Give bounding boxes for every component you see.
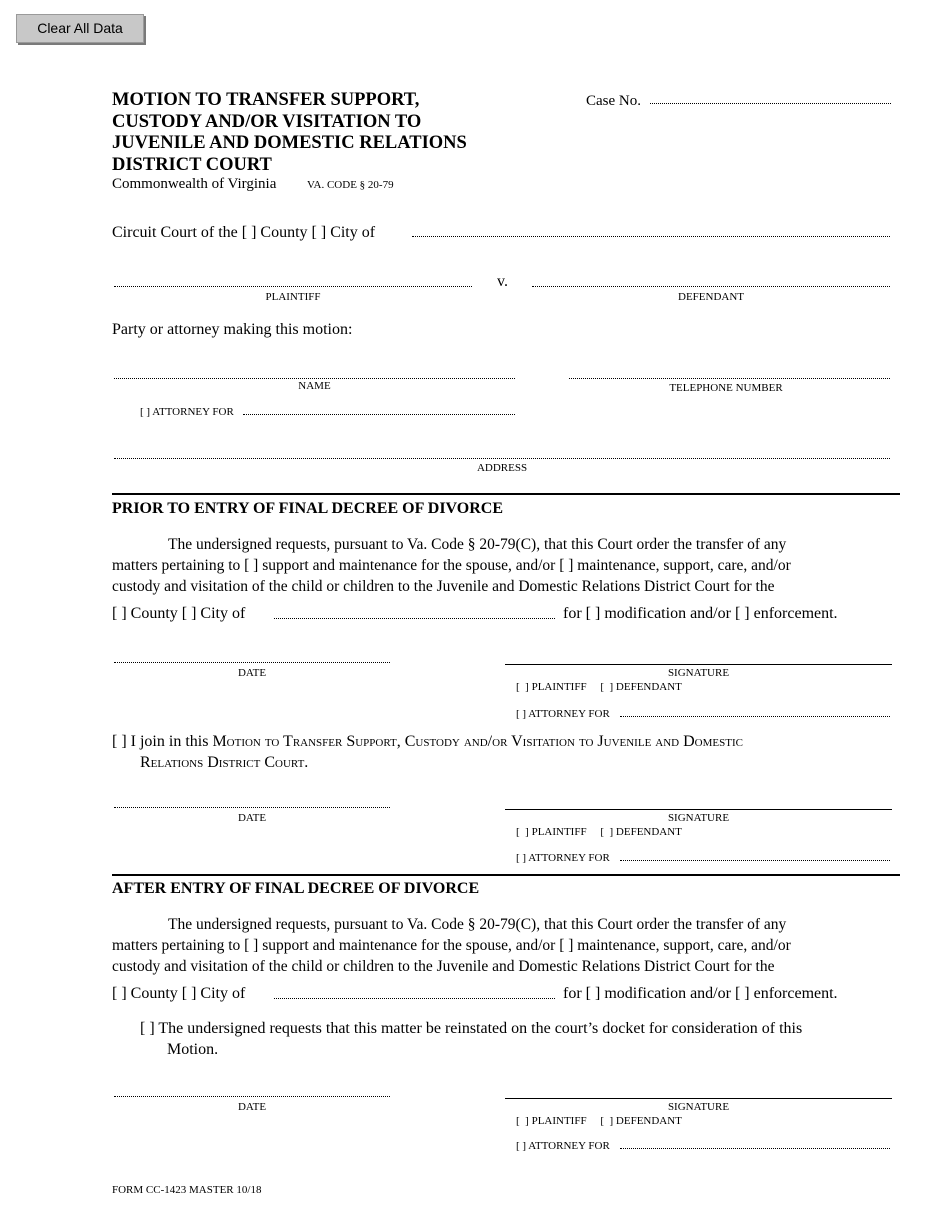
- join-paragraph: [112, 731, 902, 773]
- form-title-line: CUSTODY AND/OR VISITATION TO: [112, 111, 422, 132]
- movant-heading: Party or attorney making this motion:: [112, 321, 353, 338]
- prior-date-field[interactable]: [114, 662, 390, 663]
- date-label: DATE: [237, 667, 267, 679]
- defendant-label: DEFENDANT: [678, 291, 744, 303]
- plaintiff-field[interactable]: [114, 286, 472, 287]
- date-label: DATE: [237, 812, 267, 824]
- plaintiff-label: PLAINTIFF: [265, 291, 321, 303]
- versus-label: v.: [497, 273, 508, 290]
- signature-label: SIGNATURE: [667, 812, 730, 824]
- after-heading: AFTER ENTRY OF FINAL DECREE OF DIVORCE: [112, 880, 480, 897]
- telephone-field[interactable]: [569, 378, 890, 379]
- city-county-field[interactable]: [412, 236, 890, 237]
- paragraph-line: matters pertaining to [ ] support and maintenance for the spouse, and/or [ ] maintenance, support, care, and/or: [112, 557, 791, 574]
- telephone-label: TELEPHONE NUMBER: [669, 382, 783, 394]
- signature-label: SIGNATURE: [667, 667, 730, 679]
- case-no-label: Case No.: [586, 93, 641, 109]
- join-attorney-for-field[interactable]: [620, 860, 890, 861]
- date-label: DATE: [237, 1101, 267, 1113]
- address-field[interactable]: [114, 458, 890, 459]
- attorney-for-checkbox[interactable]: [ ] ATTORNEY FOR: [516, 708, 610, 720]
- plaintiff-defendant-checkboxes[interactable]: [ ] PLAINTIFF [ ] DEFENDANT: [516, 1115, 682, 1127]
- reinstate-line: Motion.: [167, 1041, 219, 1058]
- section-divider: [112, 493, 900, 495]
- name-field[interactable]: [114, 378, 515, 379]
- prior-county-line: [ ] County [ ] City of: [112, 605, 246, 622]
- after-for-line: for [ ] modification and/or [ ] enforcement.: [563, 985, 838, 1002]
- attorney-for-field[interactable]: [243, 414, 515, 415]
- name-label: NAME: [298, 380, 331, 392]
- defendant-field[interactable]: [532, 286, 890, 287]
- after-attorney-for-field[interactable]: [620, 1148, 890, 1149]
- prior-paragraph: [112, 534, 902, 597]
- address-label: ADDRESS: [476, 462, 528, 474]
- paragraph-line: The undersigned requests, pursuant to Va. Code § 20-79(C), that this Court order the transfer of any: [168, 536, 787, 553]
- join-motion-title-cont: Relations District Court.: [140, 754, 309, 771]
- join-checkbox-text[interactable]: [ ] I join in this: [112, 733, 213, 750]
- join-signature-field[interactable]: [505, 809, 892, 810]
- prior-city-field[interactable]: [274, 618, 555, 619]
- after-paragraph: [112, 914, 902, 977]
- form-title: [112, 90, 467, 176]
- form-title-line: JUVENILE AND DOMESTIC RELATIONS: [112, 133, 467, 153]
- paragraph-line: matters pertaining to [ ] support and maintenance for the spouse, and/or [ ] maintenance, support, care, and/or: [112, 937, 791, 954]
- paragraph-line: The undersigned requests, pursuant to Va. Code § 20-79(C), that this Court order the transfer of any: [168, 916, 787, 933]
- plaintiff-defendant-checkboxes[interactable]: [ ] PLAINTIFF [ ] DEFENDANT: [516, 826, 682, 838]
- prior-heading: PRIOR TO ENTRY OF FINAL DECREE OF DIVORCE: [112, 500, 504, 517]
- after-signature-field[interactable]: [505, 1098, 892, 1099]
- after-city-field[interactable]: [274, 998, 555, 999]
- prior-for-line: for [ ] modification and/or [ ] enforcement.: [563, 605, 838, 622]
- after-county-line: [ ] County [ ] City of: [112, 985, 246, 1002]
- signature-label: SIGNATURE: [667, 1101, 730, 1113]
- attorney-for-checkbox[interactable]: [ ] ATTORNEY FOR: [516, 1140, 610, 1152]
- form-id: FORM CC-1423 MASTER 10/18: [112, 1184, 262, 1196]
- reinstate-paragraph: [140, 1018, 900, 1060]
- case-no-field[interactable]: [650, 103, 891, 104]
- attorney-for-checkbox[interactable]: [ ] ATTORNEY FOR: [140, 406, 234, 418]
- plaintiff-defendant-checkboxes[interactable]: [ ] PLAINTIFF [ ] DEFENDANT: [516, 681, 682, 693]
- prior-attorney-for-field[interactable]: [620, 716, 890, 717]
- prior-signature-field[interactable]: [505, 664, 892, 665]
- clear-all-data-button[interactable]: Clear All Data: [16, 14, 144, 43]
- form-title-line: DISTRICT COURT: [112, 154, 272, 175]
- join-date-field[interactable]: [114, 807, 390, 808]
- attorney-for-checkbox[interactable]: [ ] ATTORNEY FOR: [516, 852, 610, 864]
- reinstate-checkbox-text[interactable]: [ ] The undersigned requests that this matter be reinstated on the court’s docket for consideration of this: [140, 1020, 803, 1037]
- join-motion-title: Motion to Transfer Support, Custody and/or Visitation to Juvenile and Domestic: [212, 733, 743, 750]
- commonwealth-label: Commonwealth of Virginia: [112, 176, 277, 192]
- after-date-field[interactable]: [114, 1096, 390, 1097]
- section-divider: [112, 874, 900, 876]
- va-code-label: VA. CODE § 20-79: [307, 179, 394, 191]
- paragraph-line: custody and visitation of the child or children to the Juvenile and Domestic Relations District Court for the: [112, 958, 775, 975]
- form-title-line: MOTION TO TRANSFER SUPPORT,: [112, 90, 420, 110]
- circuit-court-line: Circuit Court of the [ ] County [ ] City of: [112, 224, 376, 241]
- paragraph-line: custody and visitation of the child or children to the Juvenile and Domestic Relations District Court for the: [112, 578, 775, 595]
